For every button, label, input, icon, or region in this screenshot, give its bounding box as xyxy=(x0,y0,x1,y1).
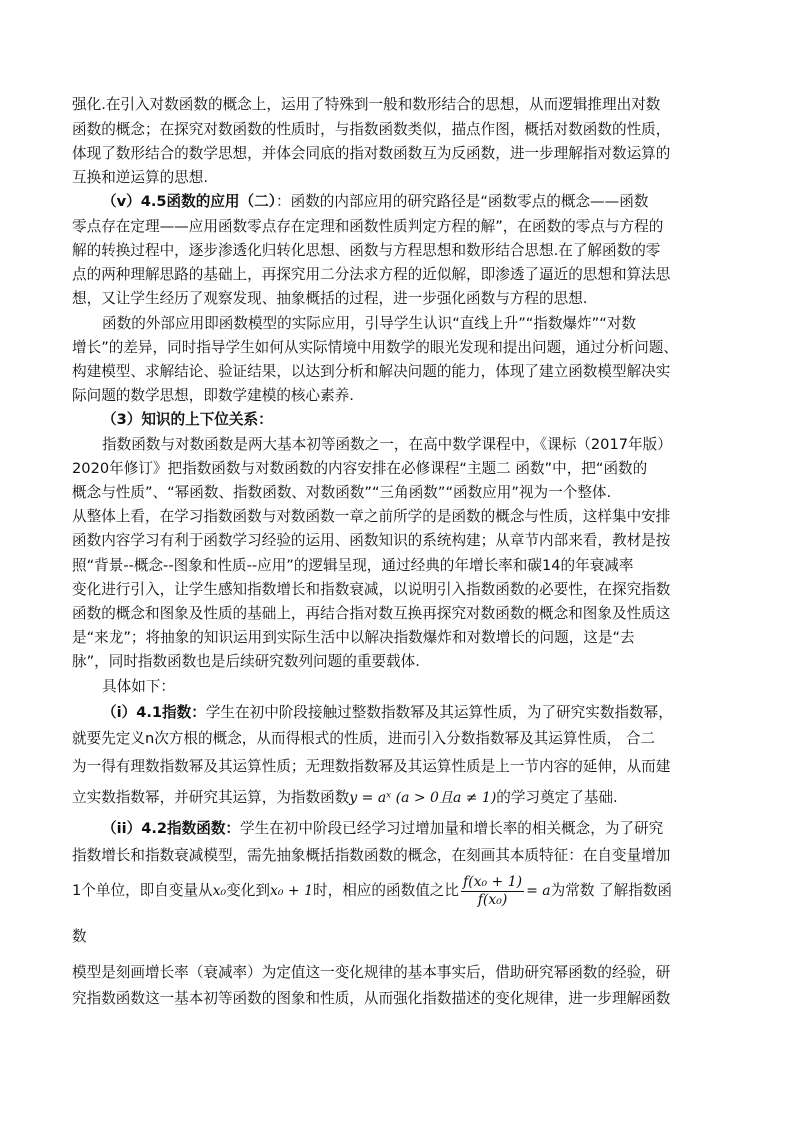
fraction-denominator: f(x₀) xyxy=(477,891,508,908)
paragraph-line: 体现了数形结合的数学思想，并体会同底的指对数函数互为反函数，进一步理解指对数运算的 xyxy=(72,145,671,162)
paragraph-text: 的学习奠定了基础. xyxy=(496,789,618,806)
paragraph-text: 学生在初中阶段接触过整数指数幂及其运算性质，为了研究实数指数幂， xyxy=(205,704,673,721)
section-v-line xyxy=(102,192,648,212)
paragraph-text: 1个单位，即自变量从 xyxy=(72,882,213,899)
paragraph-line: 增长”的差异，同时指导学生如何从实际情境中用数学的眼光发现和提出问题，通过分析问题、 xyxy=(72,339,678,356)
section-heading-v: （v）4.5函数的应用（二） xyxy=(102,193,277,210)
paragraph-line: 零点存在定理——应用函数零点存在定理和函数性质判定方程的解”，在函数的零点与方程的 xyxy=(72,218,664,235)
paragraph-line: 数 xyxy=(72,928,87,945)
paragraph-text: 立实数指数幂，并研究其运算，为指数函数 xyxy=(72,789,350,806)
paragraph-line: 具体如下： xyxy=(102,678,175,695)
paragraph-line: 究指数函数这一基本初等函数的图象和性质，从而强化指数描述的变化规律，进一步理解函数 xyxy=(72,990,671,1007)
formula-line xyxy=(72,871,672,911)
paragraph-line: 构建模型、求解结论、验证结果，以达到分析和解决问题的能力，体现了建立函数模型解决实 xyxy=(72,363,671,380)
exp-function-formula: y = aˣ (a > 0且a ≠ 1) xyxy=(349,790,497,806)
paragraph-line: 2020年修订》把指数函数与对数函数的内容安排在必修课程“主题二 函数”中，把“函数的 xyxy=(72,460,648,477)
paragraph-line: 强化.在引入对数函数的概念上，运用了特殊到一般和数形结合的思想，从而逻辑推理出对数 xyxy=(72,96,661,113)
paragraph-line: 为一得有理数指数幂及其运算性质；无理数指数幂及其运算性质是上一节内容的延伸，从而建 xyxy=(72,758,671,775)
x0-symbol: x₀ xyxy=(212,883,227,899)
paragraph-text: ：函数的内部应用的研究路径是“函数零点的概念——函数 xyxy=(276,193,649,210)
item-ii-line xyxy=(102,819,663,839)
paragraph-line: 际问题的数学思想，即数学建模的核心素养. xyxy=(72,387,354,404)
paragraph-line: 函数的概念；在探究对数函数的性质时，与指数函数类似，描点作图，概括对数函数的性质， xyxy=(72,121,671,138)
paragraph-line: 脉”，同时指数函数也是后续研究数列问题的重要载体. xyxy=(72,653,420,670)
paragraph-line: 函数内容学习有利于函数学习经验的运用、函数知识的系统构建；从章节内部来看，教材是按 xyxy=(72,532,671,549)
item-i-line xyxy=(102,703,673,723)
item-heading-ii: （ii）4.2指数函数： xyxy=(102,820,241,837)
paragraph-text: 时，相应的函数值之比 xyxy=(313,882,459,899)
paragraph-line: 从整体上看，在学习指数函数与对数函数一章之前所学的是函数的概念与性质，这样集中安排 xyxy=(72,508,671,525)
formula-line xyxy=(72,788,618,808)
paragraph-text: 为常数 了解指数函 xyxy=(550,882,673,899)
paragraph-text: 变化到 xyxy=(226,882,270,899)
paragraph-text: 学生在初中阶段已经学习过增加量和增长率的相关概念，为了研究 xyxy=(240,820,664,837)
paragraph-line: 变化进行引入，让学生感知指数增长和指数衰减，以说明引入指数函数的必要性，在探究指数 xyxy=(72,581,671,598)
section-heading-3: （3）知识的上下位关系： xyxy=(102,411,273,428)
paragraph-line: 互换和逆运算的思想. xyxy=(72,169,208,186)
paragraph-line: 是“来龙”；将抽象的知识运用到实际生活中以解决指数爆炸和对数增长的问题，这是“去 xyxy=(72,629,635,646)
paragraph-line: 函数的外部应用即函数模型的实际应用，引导学生认识“直线上升”“指数爆炸”“对数 xyxy=(102,315,636,332)
paragraph-line: 概念与性质”、“幂函数、指数函数、对数函数”“三角函数”“函数应用”视为一个整体. xyxy=(72,484,612,501)
paragraph-line: 指数增长和指数衰减模型，需先抽象概括指数函数的概念，在刻画其本质特征：在自变量增加 xyxy=(72,847,671,864)
paragraph-line: 点的两种理解思路的基础上，再探究用二分法求方程的近似解，即渗透了逼近的思想和算法思 xyxy=(72,266,671,283)
fraction-numerator: f(x₀ + 1) xyxy=(462,873,523,890)
paragraph-line: 函数的概念和图象及性质的基础上，再结合指对数互换再探究对数函数的概念和图象及性质这 xyxy=(72,605,671,622)
paragraph-line: 指数函数与对数函数是两大基本初等函数之一，在高中数学课程中，《课标（2017年版） xyxy=(102,436,672,453)
paragraph-line: 解的转换过程中，逐步渗透化归转化思想、函数与方程思想和数形结合思想.在了解函数的零 xyxy=(72,242,661,259)
item-heading-i: （i）4.1指数： xyxy=(102,704,206,721)
x0-plus-1-symbol: x₀ + 1 xyxy=(269,883,313,899)
paragraph-line: 照“背景--概念--图象和性质--应用”的逻辑呈现，通过经典的年增长率和碳14的年衰减率 xyxy=(72,557,634,574)
paragraph-line: 就要先定义n次方根的概念，从而得根式的性质，进而引入分数指数幂及其运算性质， 合二 xyxy=(72,730,656,747)
fraction-rhs: = a xyxy=(526,883,551,899)
ratio-fraction xyxy=(461,874,524,909)
paragraph-line: 模型是刻画增长率（衰减率）为定值这一变化规律的基本事实后，借助研究幂函数的经验，研 xyxy=(72,964,671,981)
paragraph-line: 想，又让学生经历了观察发现、抽象概括的过程，进一步强化函数与方程的思想. xyxy=(72,290,588,307)
